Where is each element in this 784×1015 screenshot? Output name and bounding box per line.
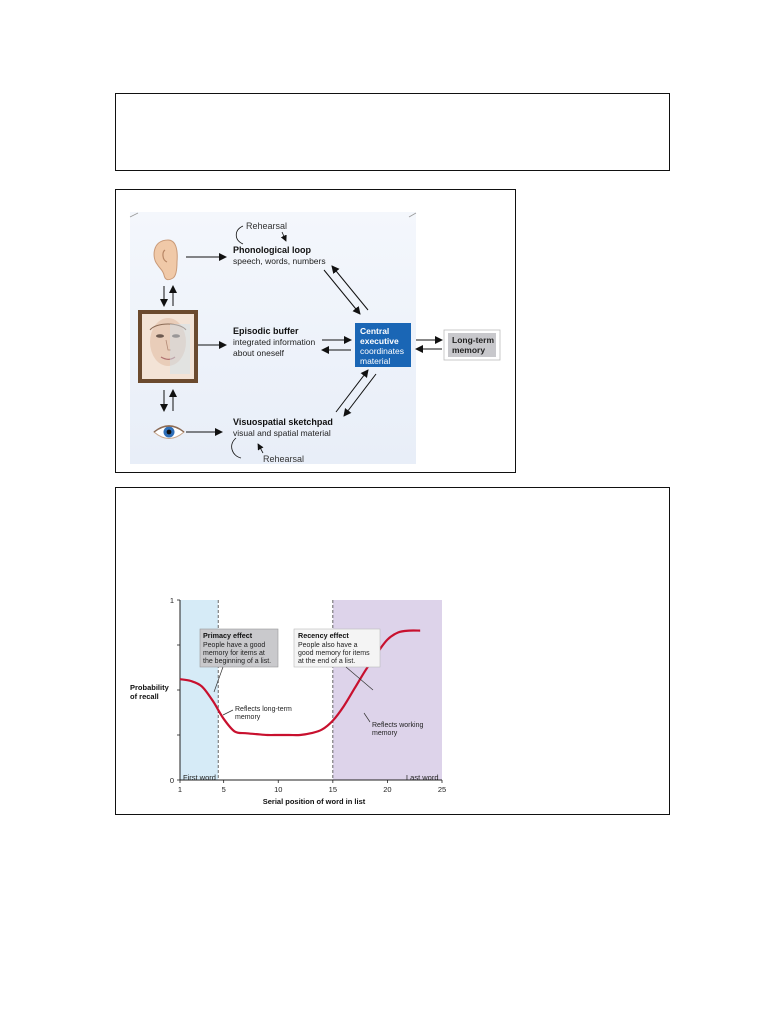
x-tick-label: 15 (328, 785, 338, 794)
wm-note-line2: memory (372, 730, 398, 737)
y-tick-label: 1 (169, 596, 174, 605)
ltm-note-line1: Reflects long-term (235, 706, 292, 713)
primacy-region (180, 600, 218, 780)
working-memory-frame (115, 189, 516, 473)
visuospatial-title: Visuospatial sketchpad (233, 417, 333, 427)
recency-title: Recency effect (298, 631, 349, 640)
recency-line2: good memory for items (298, 650, 370, 657)
central-executive-box (355, 323, 411, 367)
central-executive-line4: material (360, 356, 391, 366)
wm-note-line1: Reflects working (372, 722, 424, 729)
central-executive-line2: executive (360, 336, 399, 346)
x-tick-label: 5 (221, 785, 226, 794)
primacy-line2: memory for items at (203, 650, 265, 657)
working-memory-diagram (116, 190, 515, 472)
serial-position-frame (115, 487, 670, 815)
episodic-buffer-title: Episodic buffer (233, 326, 299, 336)
primacy-line1: People have a good (203, 642, 266, 649)
x-tick-label: 20 (383, 785, 392, 794)
phonological-loop-subtitle: speech, words, numbers (233, 256, 326, 266)
face-portrait-icon (138, 310, 198, 383)
x-axis-label: Serial position of word in list (262, 797, 366, 806)
y-axis-label-line1: Probability (130, 683, 169, 692)
rehearsal-bottom-label: Rehearsal (263, 454, 305, 464)
ltm-line1: Long-term (452, 335, 495, 345)
episodic-buffer-line1: integrated information (233, 337, 316, 347)
serial-position-chart (116, 488, 669, 814)
x-tick-label: 1 (177, 785, 183, 794)
recency-region (333, 600, 442, 780)
central-executive-line3: coordinates (360, 346, 404, 356)
long-term-memory-box (444, 330, 500, 360)
first-word-label: First word (183, 773, 216, 782)
last-word-label: Last word (406, 773, 439, 782)
phonological-loop-title: Phonological loop (233, 245, 311, 255)
recency-line3: at the end of a list. (298, 658, 356, 665)
primacy-title: Primacy effect (203, 631, 253, 640)
x-tick-label: 25 (437, 785, 447, 794)
x-tick-label: 10 (274, 785, 283, 794)
ltm-line2: memory (452, 345, 486, 355)
rehearsal-top-label: Rehearsal (246, 221, 288, 231)
episodic-buffer-line2: about oneself (233, 348, 285, 358)
ltm-note-line2: memory (235, 714, 261, 721)
primacy-line3: the beginning of a list. (203, 658, 272, 665)
top-empty-frame (115, 93, 670, 171)
y-axis-label-line2: of recall (130, 692, 159, 701)
central-executive-line1: Central (360, 326, 390, 336)
visuospatial-subtitle: visual and spatial material (233, 428, 331, 438)
y-tick-label: 0 (169, 776, 174, 785)
recency-line1: People also have a (298, 642, 358, 649)
